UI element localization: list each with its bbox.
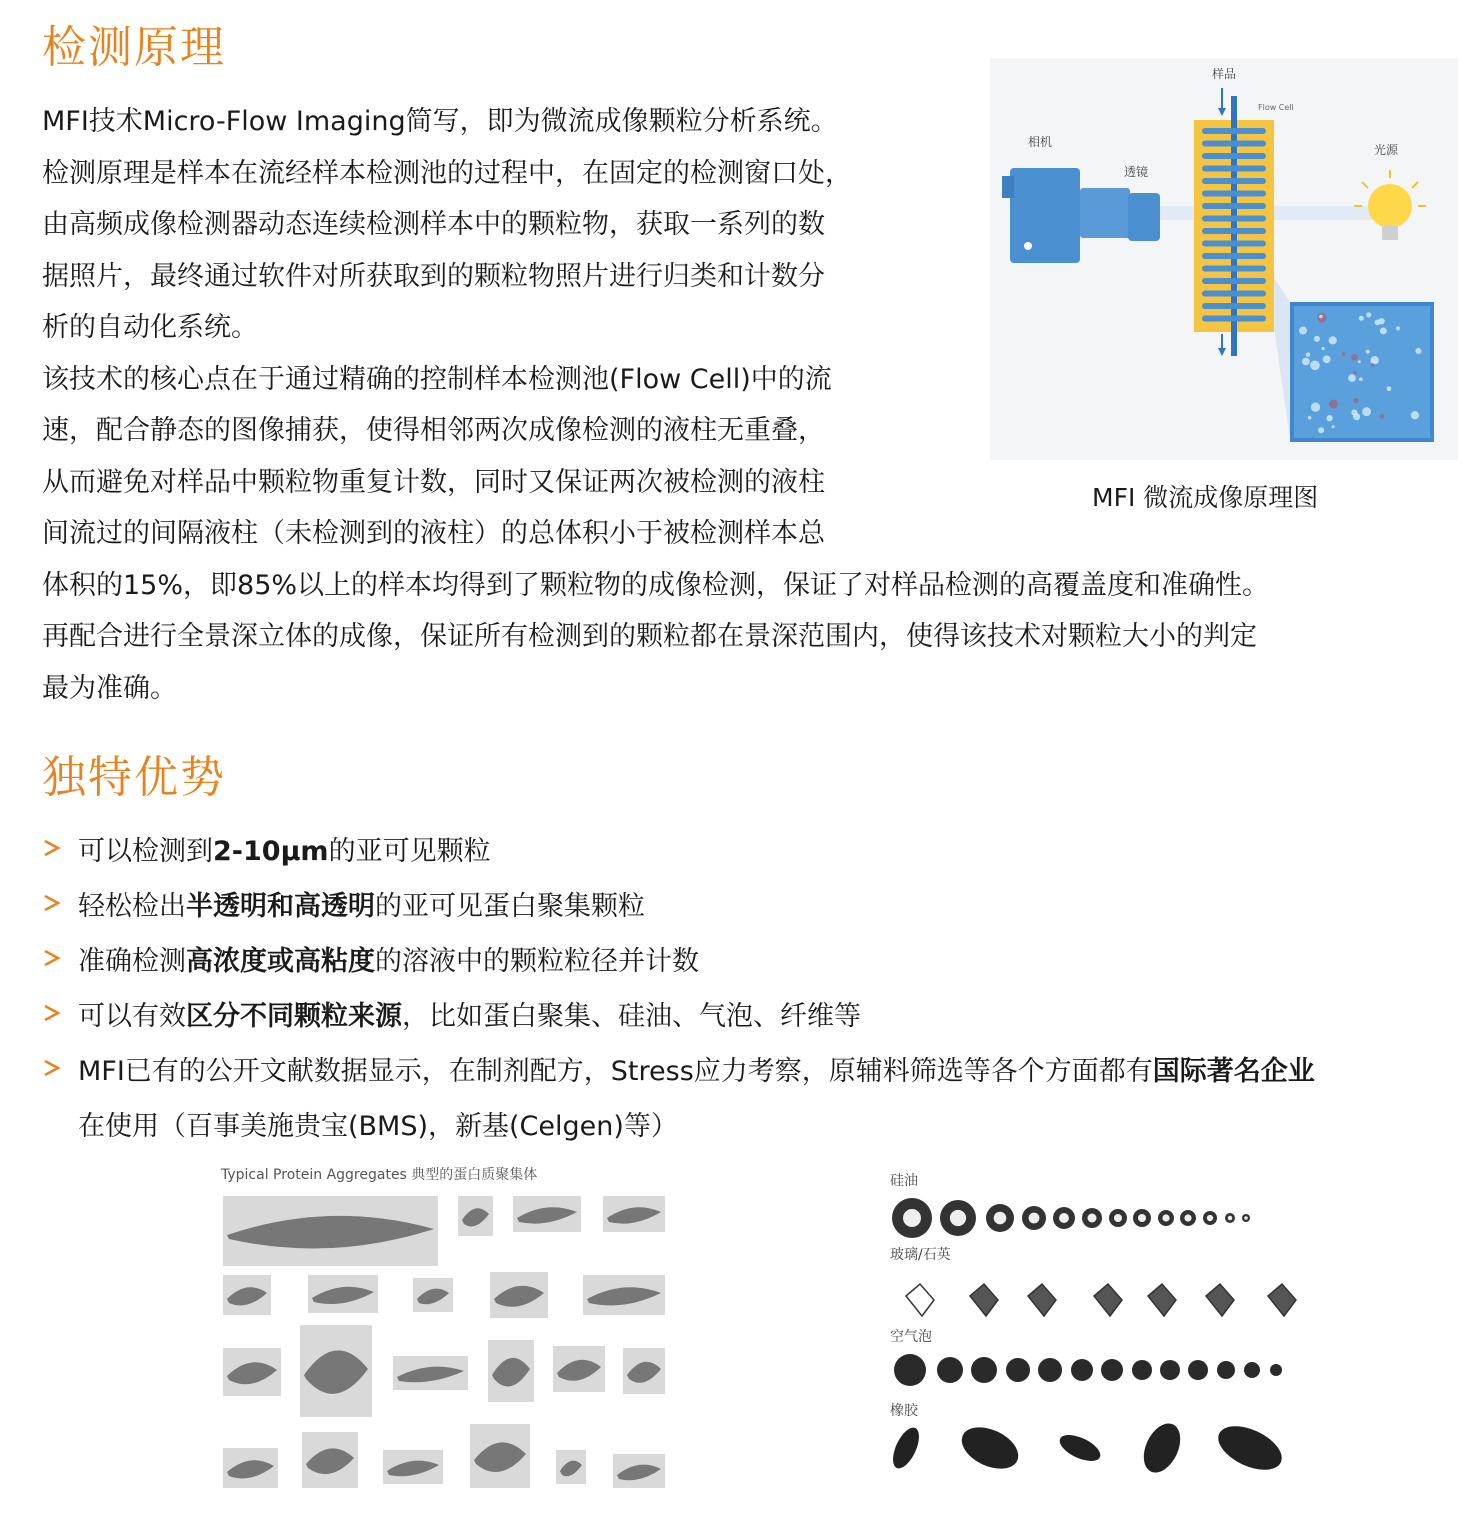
particle-types-gallery (880, 1160, 1320, 1500)
silicone-oil-droplet-center (1138, 1214, 1146, 1222)
flow-cell-slot (1202, 203, 1266, 209)
particle-dot (1359, 377, 1363, 381)
glass-fragment (1148, 1284, 1176, 1316)
principle-line: 体积的15%，即85%以上的样本均得到了颗粒物的成像检测，保证了对样品检测的高覆盖度和准确性。 (42, 569, 1270, 601)
particle-dot (1332, 425, 1335, 428)
flow-cell-slot (1202, 191, 1266, 197)
bullet-bold: 国际著名企业 (1152, 1056, 1315, 1087)
list-item (42, 1044, 1452, 1099)
glass-fragment (1206, 1284, 1234, 1316)
air-bubble (971, 1357, 997, 1383)
bullet-text: 的亚可见蛋白聚集颗粒 (375, 891, 645, 922)
particle-dot (1362, 407, 1371, 416)
particle-dot (1326, 415, 1332, 421)
label-glass-quartz: 玻璃/石英 (890, 1247, 951, 1263)
particle-dot (1323, 355, 1331, 363)
air-bubble (1101, 1359, 1123, 1381)
particle-dot (1302, 358, 1310, 366)
silicone-oil-droplet-center (1207, 1215, 1213, 1221)
glass-fragment (970, 1284, 998, 1316)
particle-dot (1366, 350, 1370, 354)
silicone-oil-droplet-center (1162, 1214, 1169, 1221)
chevron-right-icon (42, 893, 62, 913)
particle-dot (1396, 326, 1400, 330)
principle-line: 由高频成像检测器动态连续检测样本中的颗粒物，获取一系列的数 (42, 209, 825, 240)
list-item (42, 824, 1452, 879)
glass-fragment (1094, 1284, 1122, 1316)
label-rubber: 橡胶 (890, 1403, 918, 1419)
silicone-oil-row (892, 1198, 1250, 1238)
particle-dot (1415, 348, 1421, 354)
flow-cell-label: Flow Cell (1258, 103, 1294, 112)
chevron-right-icon (42, 948, 62, 968)
bullet-bold: 2-10μm (213, 836, 329, 867)
rubber-particle (888, 1424, 925, 1472)
bullet-bold: 高浓度或高粘度 (186, 946, 375, 977)
particle-dot (1371, 363, 1375, 367)
aggregate-tiles (223, 1196, 665, 1488)
silicone-oil-droplet-center (1228, 1216, 1233, 1221)
chevron-right-icon (42, 838, 62, 858)
sample-label: 样品 (1212, 67, 1237, 81)
particle-dot (1329, 336, 1337, 344)
air-bubble (1132, 1360, 1152, 1380)
section-title-detection-principle: 检测原理 (42, 22, 226, 73)
list-item (42, 879, 1452, 934)
rubber-particle (1056, 1430, 1104, 1467)
principle-line: 该技术的核心点在于通过精确的控制样本检测池(Flow Cell)中的流 (42, 363, 832, 395)
particle-dot (1342, 352, 1346, 356)
bullet-text: 准确检测 (78, 946, 186, 977)
principle-line: 速，配合静态的图像捕获，使得相邻两次成像检测的液柱无重叠， (42, 415, 825, 446)
flow-cell-slot (1202, 141, 1266, 147)
bullet-continuation: 在使用（百事美施贵宝(BMS)，新基(Celgen)等） (78, 1111, 678, 1142)
flow-cell-slot (1202, 128, 1266, 134)
rubber-particle (1137, 1418, 1188, 1479)
particle-dot (1351, 354, 1358, 361)
bullet-text: 可以有效 (78, 1001, 186, 1032)
silicone-oil-droplet-center (1114, 1214, 1122, 1222)
bullet-text: 的亚可见颗粒 (328, 836, 491, 867)
section-title-unique-advantages: 独特优势 (42, 752, 226, 803)
air-bubble (1217, 1361, 1235, 1379)
particle-dot (1311, 403, 1320, 412)
rubber-row (888, 1417, 1289, 1478)
silicone-oil-droplet-center (950, 1210, 966, 1226)
flow-cell-slot (1202, 303, 1266, 309)
air-bubble (1071, 1359, 1093, 1381)
particle-dot (1318, 427, 1324, 433)
bullet-bold: 半透明和高透明 (186, 891, 375, 922)
particle-dot (1353, 413, 1360, 420)
air-bubble (1244, 1362, 1260, 1378)
flow-cell-slot (1202, 241, 1266, 247)
silicone-oil-droplet-center (1088, 1214, 1097, 1223)
particle-dot (1374, 319, 1380, 325)
light-bulb-icon (1354, 170, 1426, 240)
label-air-bubble: 空气泡 (890, 1329, 932, 1345)
advantages-list (42, 824, 1452, 1154)
air-bubble (937, 1357, 963, 1383)
particle-dot (1329, 399, 1338, 408)
rubber-particle (955, 1419, 1025, 1477)
air-bubble (1160, 1360, 1180, 1380)
principle-line: 间流过的间隔液柱（未检测到的液柱）的总体积小于被检测样本总 (42, 518, 825, 549)
principle-line: 检测原理是样本在流经样本检测池的过程中，在固定的检测窗口处， (42, 157, 852, 189)
particle-dot (1353, 398, 1358, 403)
particle-dot (1366, 312, 1371, 317)
principle-line: 析的自动化系统。 (42, 312, 258, 343)
mfi-principle-diagram (990, 58, 1458, 460)
particle-dot (1386, 386, 1391, 391)
principle-line: 据照片，最终通过软件对所获取到的颗粒物照片进行归类和计数分 (42, 260, 825, 292)
bullet-text: MFI已有的公开文献数据显示，在制剂配方，Stress应力考察，原辅料筛选等各个方面都有 (78, 1056, 1153, 1087)
chevron-right-icon (42, 1058, 62, 1078)
particle-dot (1299, 327, 1307, 335)
silicone-oil-droplet-center (1184, 1214, 1191, 1221)
bullet-text: 的溶液中的颗粒粒径并计数 (375, 946, 699, 977)
particle-dot (1358, 360, 1361, 363)
protein-aggregates-gallery (218, 1160, 673, 1490)
glass-fragment (1268, 1284, 1296, 1316)
flow-cell-slot (1202, 316, 1266, 322)
glass-row (906, 1284, 1296, 1316)
chevron-right-icon (42, 1003, 62, 1023)
bullet-bold: 区分不同颗粒来源 (186, 1001, 402, 1032)
principle-line: MFI技术Micro-Flow Imaging简写，即为微流成像颗粒分析系统。 (42, 106, 838, 137)
particle-dot (1353, 371, 1357, 375)
camera-label: 相机 (1028, 135, 1053, 149)
label-silicone-oil: 硅油 (890, 1173, 918, 1189)
principle-line: 最为准确。 (42, 672, 177, 704)
gallery-title: Typical Protein Aggregates 典型的蛋白质聚集体 (221, 1167, 538, 1183)
silicone-oil-droplet-center (994, 1212, 1007, 1225)
particle-dot (1314, 336, 1320, 342)
air-bubble-row (894, 1354, 1282, 1386)
silicone-oil-droplet-center (1029, 1213, 1040, 1224)
particle-dot (1310, 360, 1320, 370)
particle-dot (1322, 347, 1325, 350)
flow-cell-slot (1202, 228, 1266, 234)
list-item (42, 989, 1452, 1044)
lens-label: 透镜 (1124, 165, 1149, 179)
list-item (42, 934, 1452, 989)
glass-fragment (906, 1284, 934, 1316)
flow-cell-slot (1202, 253, 1266, 259)
flow-cell-slot (1202, 178, 1266, 184)
rubber-particle (1212, 1417, 1289, 1478)
particle-dot (1380, 327, 1387, 334)
principle-line: 从而避免对样品中颗粒物重复计数，同时又保证两次被检测的液柱 (42, 466, 825, 498)
particle-dot (1371, 356, 1379, 364)
light-label: 光源 (1374, 143, 1399, 157)
air-bubble (1188, 1360, 1208, 1380)
silicone-oil-droplet-center (1244, 1216, 1248, 1220)
bullet-text: 轻松检出 (78, 891, 186, 922)
principle-line: 再配合进行全景深立体的成像，保证所有检测到的颗粒都在景深范围内，使得该技术对颗粒大小的判定 (42, 621, 1257, 652)
lens-icon (1128, 193, 1160, 241)
flow-cell-slot (1202, 278, 1266, 284)
flow-cell-slot (1202, 291, 1266, 297)
air-bubble (1038, 1358, 1062, 1382)
particle-dot (1308, 416, 1312, 420)
particle-dot (1359, 316, 1364, 321)
flow-cell-slot (1202, 266, 1266, 272)
glass-fragment (1028, 1284, 1056, 1316)
particle-dot (1380, 414, 1385, 419)
air-bubble (894, 1354, 926, 1386)
camera-icon (1002, 168, 1130, 263)
particle-dot (1319, 315, 1323, 319)
silicone-oil-droplet-center (903, 1209, 921, 1227)
particle-dot (1411, 411, 1419, 419)
bullet-text: 可以检测到 (78, 836, 213, 867)
flow-cell-slot (1202, 153, 1266, 159)
diagram-caption: MFI 微流成像原理图 (1092, 483, 1319, 512)
flow-cell-slot (1202, 216, 1266, 222)
particle-dot (1348, 374, 1356, 382)
bullet-text: ，比如蛋白聚集、硅油、气泡、纤维等 (402, 1001, 861, 1032)
magnified-particles-view (1290, 302, 1434, 442)
air-bubble (1006, 1358, 1030, 1382)
flow-cell-slot (1202, 166, 1266, 172)
silicone-oil-droplet-center (1059, 1213, 1069, 1223)
air-bubble (1270, 1364, 1282, 1376)
particle-dot (1306, 352, 1311, 357)
